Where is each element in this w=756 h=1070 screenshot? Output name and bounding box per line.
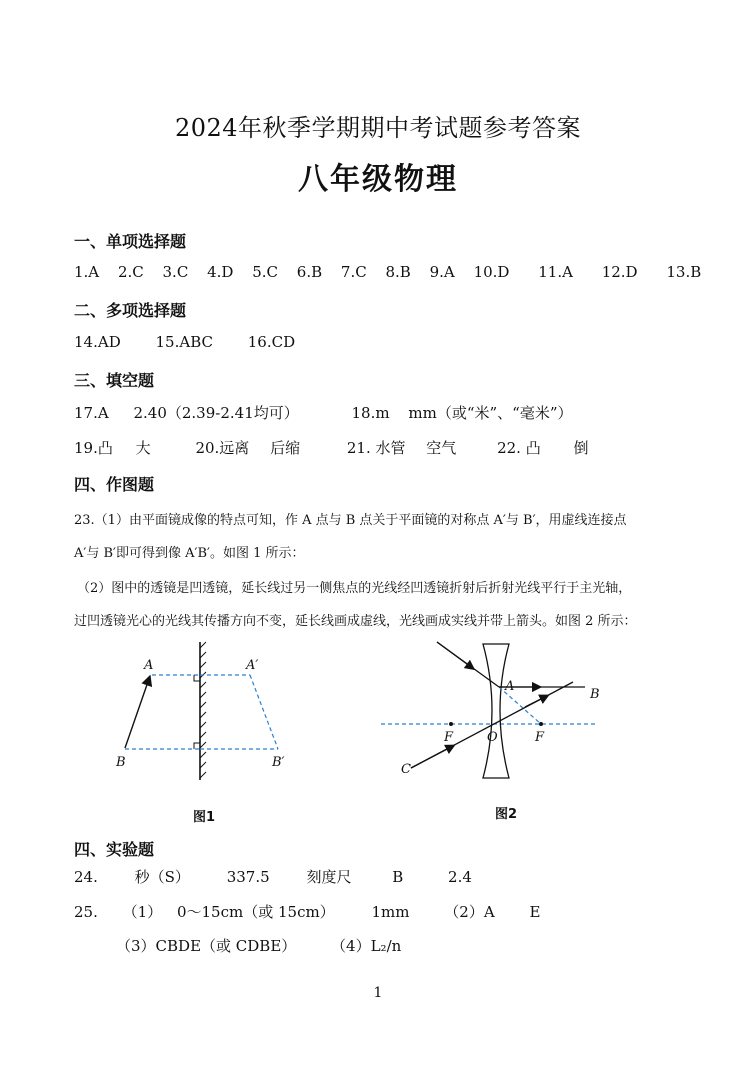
q25-row-1 — [74, 901, 540, 922]
fig2-label-c: C — [401, 762, 411, 777]
answer-item: 22. 凸 — [497, 439, 541, 457]
image-a-prime-b-prime — [250, 675, 278, 749]
focal-point-left — [449, 722, 453, 726]
figure-1-caption: 图1 — [193, 810, 216, 825]
answer-item: （4）L₂/n — [331, 937, 402, 955]
answer-item: 1mm — [371, 903, 410, 921]
section-heading-multiple-choice: 二、多项选择题 — [74, 301, 187, 320]
right-angle-mark-top — [194, 675, 200, 681]
section-heading-single-choice: 一、单项选择题 — [74, 232, 187, 251]
page-number: 1 — [373, 985, 383, 1001]
answer-item: （2）A — [444, 903, 495, 921]
answer-item: 10.D — [473, 263, 510, 281]
answer-item: 3.C — [162, 263, 189, 281]
q23-part1-line2: A′与 B′即可得到像 A′B′。如图 1 所示： — [74, 546, 305, 561]
ray-through-center-arrow — [411, 747, 451, 768]
fig2-label-a: A — [505, 679, 515, 694]
answer-item: 大 — [135, 439, 151, 457]
answer-item: 0～15cm（或 15cm） — [176, 903, 335, 921]
ray-through-center-arrow-right — [525, 697, 545, 707]
q23-part2-line2: 过凹透镜光心的光线其传播方向不变，延长线画成虚线，光线画成实线并带上箭头。如图 2 所示： — [74, 614, 637, 629]
answer-item: 8.B — [385, 263, 411, 281]
fig1-label-a-prime: A′ — [246, 658, 259, 673]
answer-item: 13.B — [666, 263, 702, 281]
mirror-hatching — [200, 642, 206, 778]
answer-item: 24. — [74, 868, 98, 886]
figure-2-caption: 图2 — [495, 807, 518, 822]
answer-item: 9.A — [429, 263, 455, 281]
answer-item: （3）CBDE（或 CDBE） — [116, 937, 297, 955]
answer-item: 14.AD — [74, 333, 121, 351]
answer-item: 空气 — [426, 439, 457, 457]
answer-item: 337.5 — [226, 868, 270, 886]
object-arrow-ab — [125, 676, 150, 748]
answer-item: 2.40（2.39-2.41均可） — [133, 404, 299, 422]
answer-item: E — [529, 903, 541, 921]
section-heading-fill-blank: 三、填空题 — [74, 371, 155, 390]
answer-item: 11.A — [538, 263, 573, 281]
answer-item: 12.D — [601, 263, 638, 281]
answer-item: 18.m — [351, 404, 390, 422]
answer-item: 5.C — [252, 263, 279, 281]
fig1-label-a: A — [144, 658, 154, 673]
answer-item: 21. 水管 — [346, 439, 406, 457]
answer-item: 后缩 — [270, 439, 301, 457]
lens-shape — [483, 644, 509, 778]
answer-item: 倒 — [573, 439, 589, 457]
answer-item: 刻度尺 — [306, 868, 352, 886]
section-heading-drawing: 四、作图题 — [74, 475, 155, 494]
fig2-label-o: O — [487, 730, 498, 745]
answer-item: （1） — [122, 903, 163, 921]
multiple-choice-answers — [74, 333, 295, 351]
fig2-label-f-left: F — [444, 730, 454, 745]
document-title: 2024年秋季学期期中考试题参考答案 — [174, 114, 582, 142]
fig1-label-b: B — [116, 755, 126, 770]
single-choice-answers — [74, 263, 701, 281]
figure-2-concave-lens — [375, 638, 605, 788]
answer-item: 6.B — [296, 263, 323, 281]
answer-item: 17.A — [74, 404, 109, 422]
answer-item: 4.D — [207, 263, 234, 281]
fig2-label-b: B — [590, 687, 600, 702]
answer-item: B — [392, 868, 404, 886]
section-heading-experiment: 四、实验题 — [74, 840, 155, 859]
q25-row-2 — [116, 935, 401, 956]
answer-item: 2.4 — [448, 868, 472, 886]
q24-answers — [74, 866, 472, 887]
answer-item: 2.C — [117, 263, 144, 281]
focal-point-right — [539, 722, 543, 726]
fill-blank-row-2 — [74, 437, 589, 458]
fig1-label-b-prime: B′ — [272, 755, 285, 770]
answer-item: 20.远离 — [195, 439, 250, 457]
answer-item: 秒（S） — [134, 868, 190, 886]
fig2-label-f-right: F — [535, 730, 545, 745]
right-angle-mark-bottom — [194, 743, 200, 749]
incident-ray-top-arrow — [437, 642, 471, 667]
answer-item: 19.凸 — [74, 439, 113, 457]
answer-item: 16.CD — [247, 333, 296, 351]
answer-item: 15.ABC — [155, 333, 213, 351]
fill-blank-row-1 — [74, 402, 573, 423]
figure-1-plane-mirror — [100, 640, 320, 790]
answer-item: 1.A — [74, 263, 100, 281]
answer-item: 25. — [74, 903, 98, 921]
q23-part2-line1: （2）图中的透镜是凹透镜，延长线过另一侧焦点的光线经凹透镜折射后折射光线平行于主光轴， — [77, 581, 632, 596]
document-subtitle: 八年级物理 — [298, 162, 458, 197]
answer-item: mm（或“米”、“毫米”） — [408, 404, 573, 422]
answer-item: 7.C — [340, 263, 367, 281]
q23-part1-line1: 23.（1）由平面镜成像的特点可知，作 A 点与 B 点关于平面镜的对称点 A′与 B′，用虚线连接点 — [74, 513, 627, 528]
